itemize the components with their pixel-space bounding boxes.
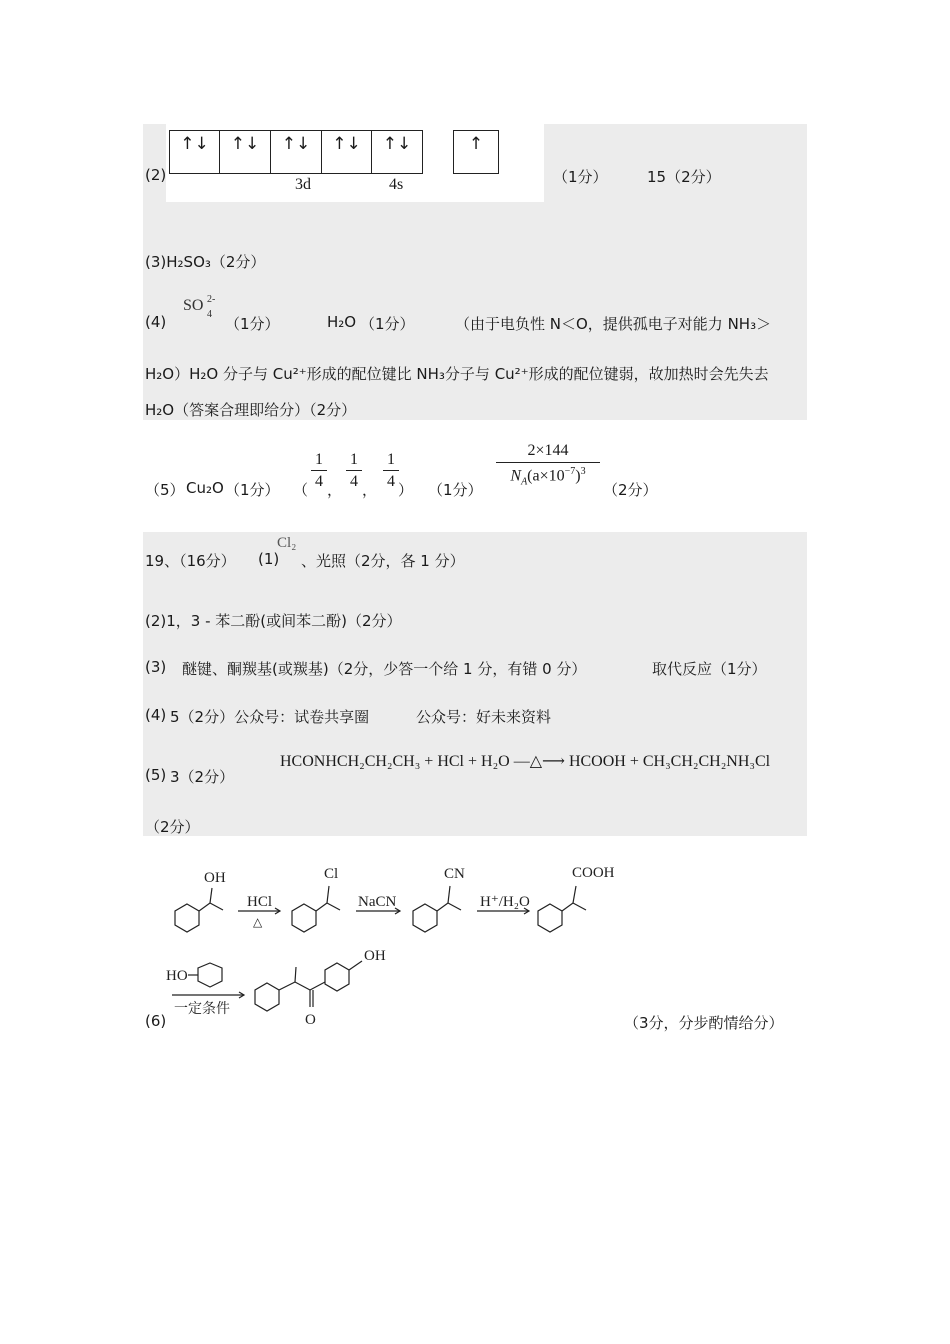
benzene-2-methyl — [327, 903, 340, 910]
hcl-label: HCl — [247, 894, 273, 910]
synthesis-route — [0, 850, 950, 1050]
q18-p5-open: （ — [293, 481, 309, 499]
benzene-ring-3 — [413, 904, 437, 932]
orbital-3d-2: ↑↓ — [219, 130, 271, 174]
density-a: (a×10 — [527, 467, 565, 485]
q18-p4-label: (4) — [145, 313, 167, 331]
nacn-label: NaCN — [358, 894, 397, 910]
product-oh-bond — [349, 961, 362, 970]
q19-p3-label: (3) — [145, 658, 167, 676]
cl2-reagent: Cl₂ — [277, 535, 297, 551]
benzene-4-methyl — [573, 903, 586, 910]
benzene-1-methyl — [210, 903, 223, 910]
orbital-3d-1: ↑↓ — [169, 130, 220, 174]
density-n: N — [510, 467, 522, 485]
q18-p4-reason-l3: H₂O（答案合理即给分）（2分） — [145, 401, 357, 419]
q19-p3-text: 醚键、酮羰基(或羰基)（2分，少答一个给 1 分，有错 0 分） — [182, 660, 587, 678]
q19-p6-score: （3分，分步酌情给分） — [624, 1014, 784, 1032]
fraction-3 — [383, 451, 399, 491]
fraction-2-den: 4 — [350, 473, 358, 490]
q18-p4-score1: （1分） — [225, 315, 280, 333]
benzene-1-bond — [199, 903, 210, 911]
q19-p4-text2: 公众号：好未来资料 — [416, 708, 552, 726]
q18-p5-score3: （2分） — [603, 481, 658, 499]
q18-p2-label: (2) — [145, 166, 167, 184]
q18-p3 — [145, 251, 265, 272]
q18-p3-formula: H₂SO₃ — [166, 253, 211, 271]
fraction-2-num: 1 — [346, 451, 362, 471]
benzene-3-bond — [437, 903, 448, 911]
product-ring-left — [255, 983, 279, 1011]
density-denominator — [496, 463, 600, 488]
q18-p4-h2o: H₂O — [327, 313, 357, 331]
q18-p5-score2: （1分） — [428, 481, 483, 499]
q19-header: 19、（16分） — [145, 552, 236, 570]
q19-p5-text: 3（2分） — [170, 768, 235, 786]
benzene-3-cn-bond — [448, 886, 450, 903]
density-close: ) — [575, 467, 581, 485]
orbital-3d-3: ↑↓ — [270, 130, 322, 174]
fraction-1 — [311, 451, 327, 491]
condition-label: 一定条件 — [174, 1001, 230, 1017]
q18-p5-formula: Cu₂O — [186, 479, 224, 497]
comma-1: ， — [327, 481, 343, 499]
orbital-3d-5: ↑↓ — [371, 130, 423, 174]
q18-p5-close: ） — [398, 481, 414, 499]
q18-p3-label: (3) — [145, 253, 167, 271]
orbital-baseline — [169, 173, 423, 174]
benzene-ring-4 — [538, 904, 562, 932]
q19-p2: (2)1，3 - 苯二酚(或间苯二酚)（2分） — [145, 612, 402, 630]
label-3d: 3d — [295, 176, 311, 193]
q18-p5-score1: （1分） — [225, 481, 280, 499]
oh2-label: OH — [364, 948, 386, 964]
hydrolysis-equation: HCONHCH₂CH₂CH₃ + HCl + H₂O —△⟶ HCOOH + CH₃CH₂CH₂NH₃Cl — [280, 753, 771, 770]
benzene-4-cooh-bond — [573, 886, 576, 903]
benzene-2-cl-bond — [327, 886, 329, 903]
density-fraction — [496, 442, 600, 488]
fraction-2 — [346, 451, 362, 491]
cn-label: CN — [444, 866, 465, 882]
fraction-3-num: 1 — [383, 451, 399, 471]
ho-label: HO — [166, 968, 188, 984]
benzene-ring-1 — [175, 904, 199, 932]
density-a-sub: A — [521, 476, 528, 488]
phenol-ring — [198, 963, 222, 987]
o-label: O — [305, 1012, 316, 1028]
q19-p4-text: 5（2分）公众号：试卷共享圈 — [170, 708, 370, 726]
q18-p5-label: （5） — [145, 481, 185, 499]
delta-label: △ — [253, 915, 263, 929]
fraction-1-den: 4 — [315, 473, 323, 490]
density-numerator: 2×144 — [496, 442, 600, 463]
q19-eq-score: （2分） — [145, 818, 200, 836]
comma-2: ， — [362, 481, 378, 499]
q19-p1-text: 、光照（2分，各 1 分） — [301, 552, 465, 570]
q18-p2-answer2: 15（2分） — [647, 168, 721, 186]
product-methyl — [295, 967, 296, 982]
q19-p1-label: (1) — [258, 550, 280, 568]
oh-label: OH — [204, 870, 226, 886]
benzene-1-oh-bond — [210, 888, 212, 903]
density-exp: −7 — [564, 466, 576, 477]
q19-p6-label: (6) — [145, 1012, 167, 1030]
q19-shade-block — [143, 532, 807, 836]
q18-p3-score: （2分） — [210, 253, 266, 271]
cl-label: Cl — [324, 866, 339, 882]
fraction-1-num: 1 — [311, 451, 327, 471]
product-ring-right — [325, 963, 349, 991]
product-bond-3 — [310, 982, 325, 990]
q18-p2-score1: （1分） — [553, 168, 608, 186]
density-pow: 3 — [580, 466, 586, 477]
benzene-3-methyl — [448, 903, 461, 910]
so4-subscript: 4 — [207, 309, 212, 320]
orbital-3d-4: ↑↓ — [321, 130, 372, 174]
q18-p4-reason-l1: （由于电负性 N＜O，提供孤电子对能力 NH₃＞ — [455, 315, 772, 333]
orbital-4s: ↑ — [453, 130, 499, 174]
benzene-ring-2 — [292, 904, 316, 932]
cooh-label: COOH — [572, 865, 615, 881]
label-4s: 4s — [389, 176, 404, 193]
q19-p3-reaction: 取代反应（1分） — [652, 660, 767, 678]
q18-p4-score2: （1分） — [360, 315, 415, 333]
q19-p5-label: (5) — [145, 766, 167, 784]
so4-formula — [183, 294, 216, 320]
fraction-3-den: 4 — [387, 473, 395, 490]
benzene-2-bond — [316, 903, 327, 911]
q18-p4-reason-l2: H₂O）H₂O 分子与 Cu²⁺形成的配位键比 NH₃分子与 Cu²⁺形成的配位键弱，故加热时会先失去 — [145, 365, 769, 383]
so4-charge: 2- — [207, 294, 216, 305]
h-h2o-label: H⁺/H₂O — [480, 894, 530, 910]
q19-p4-label: (4) — [145, 706, 167, 724]
benzene-4-bond — [562, 903, 573, 911]
product-bond-2 — [295, 982, 310, 990]
product-bond-1 — [279, 982, 295, 990]
so4-text: SO — [183, 297, 204, 314]
